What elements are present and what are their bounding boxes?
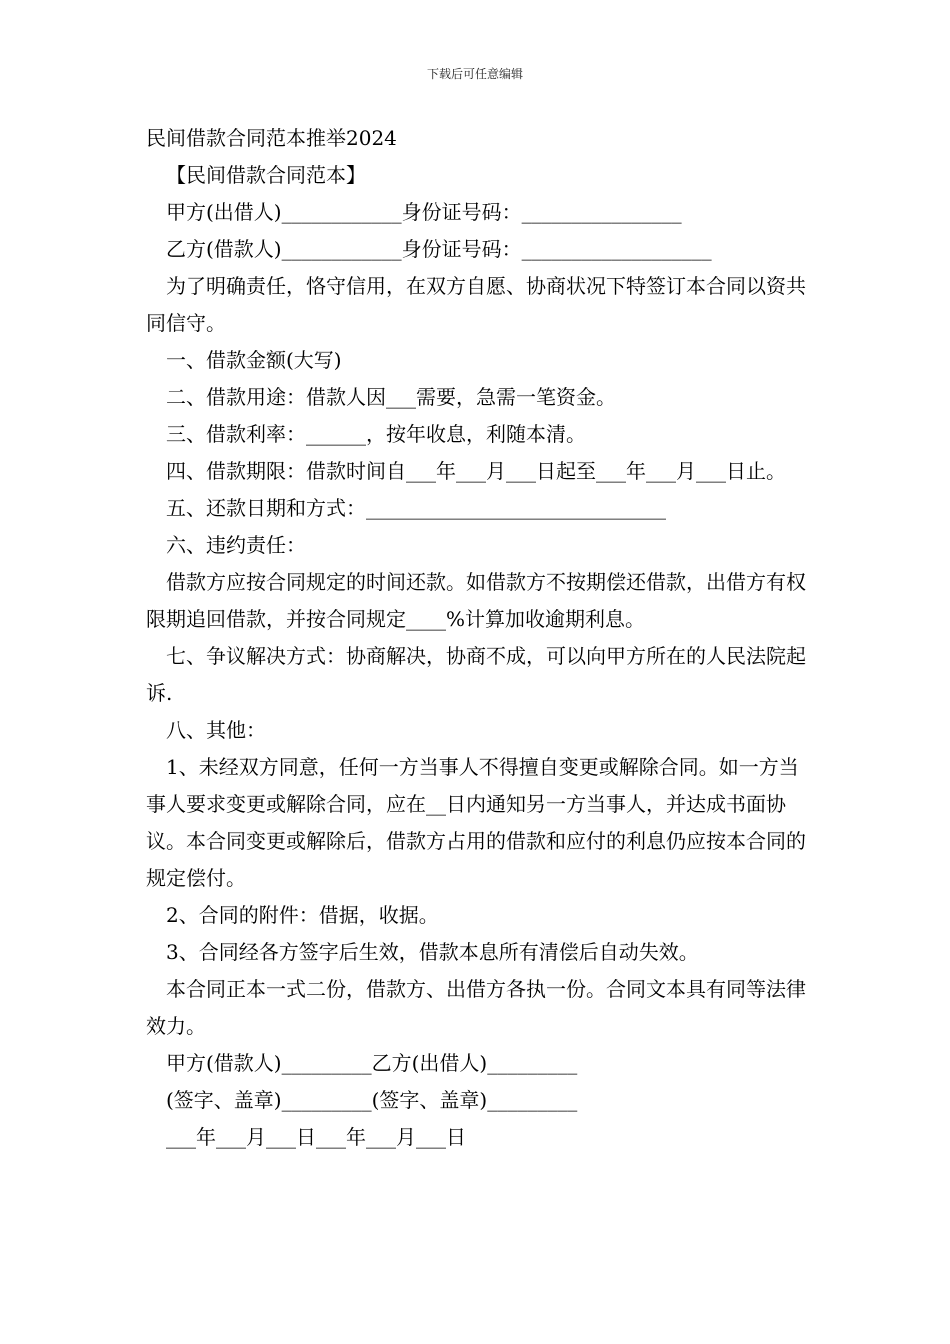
- document-title: 民间借款合同范本推举2024: [146, 126, 397, 150]
- clause-purpose: 二、借款用途：借款人因___需要，急需一笔资金。: [166, 385, 616, 409]
- signature-date-line: ___年___月___日___年___月___日: [166, 1125, 466, 1149]
- copies-paragraph: 本合同正本一式二份，借款方、出借方各执一份。合同文本具有同等法律效力。: [146, 977, 806, 1038]
- clause-liability-text: 借款方应按合同规定的时间还款。如借款方不按期偿还借款，出借方有权限期追回借款，并按合同规定____%计算加收逾期利息。: [146, 570, 806, 631]
- clause-term: 四、借款期限：借款时间自___年___月___日起至___年___月___日止。: [166, 459, 786, 483]
- clause-other-1: 1、未经双方同意，任何一方当事人不得擅自变更或解除合同。如一方当事人要求变更或解除合同，应在__日内通知另一方当事人，并达成书面协议。本合同变更或解除后，借款方占用的借款和应付的利息仍应按本合同的规定偿付。: [146, 755, 806, 890]
- clause-interest: 三、借款利率：______，按年收息，利随本清。: [166, 422, 586, 446]
- clause-other-3: 3、合同经各方签字后生效，借款本息所有清偿后自动失效。: [166, 940, 699, 964]
- document-body: [146, 120, 808, 1156]
- clause-amount: 一、借款金额(大写): [166, 348, 342, 372]
- clause-other-2: 2、合同的附件：借据，收据。: [166, 903, 439, 927]
- party-b-line: 乙方(借款人)____________身份证号码：___________________: [166, 237, 712, 261]
- signature-seal-line: (签字、盖章)_________(签字、盖章)_________: [166, 1088, 578, 1112]
- section-heading: 【民间借款合同范本】: [166, 163, 366, 187]
- signature-parties-line: 甲方(借款人)_________乙方(出借人)_________: [166, 1051, 578, 1075]
- preamble-paragraph: 为了明确责任，恪守信用，在双方自愿、协商状况下特签订本合同以资共同信守。: [146, 274, 806, 335]
- clause-other-heading: 八、其他：: [166, 718, 266, 742]
- page-header-note: 下载后可任意编辑: [426, 67, 523, 81]
- clause-dispute: 七、争议解决方式：协商解决，协商不成，可以向甲方所在的人民法院起诉.: [146, 644, 806, 705]
- party-a-line: 甲方(出借人)____________身份证号码：________________: [166, 200, 682, 224]
- clause-repayment: 五、还款日期和方式：______________________________: [166, 496, 666, 520]
- clause-liability-heading: 六、违约责任：: [166, 533, 306, 557]
